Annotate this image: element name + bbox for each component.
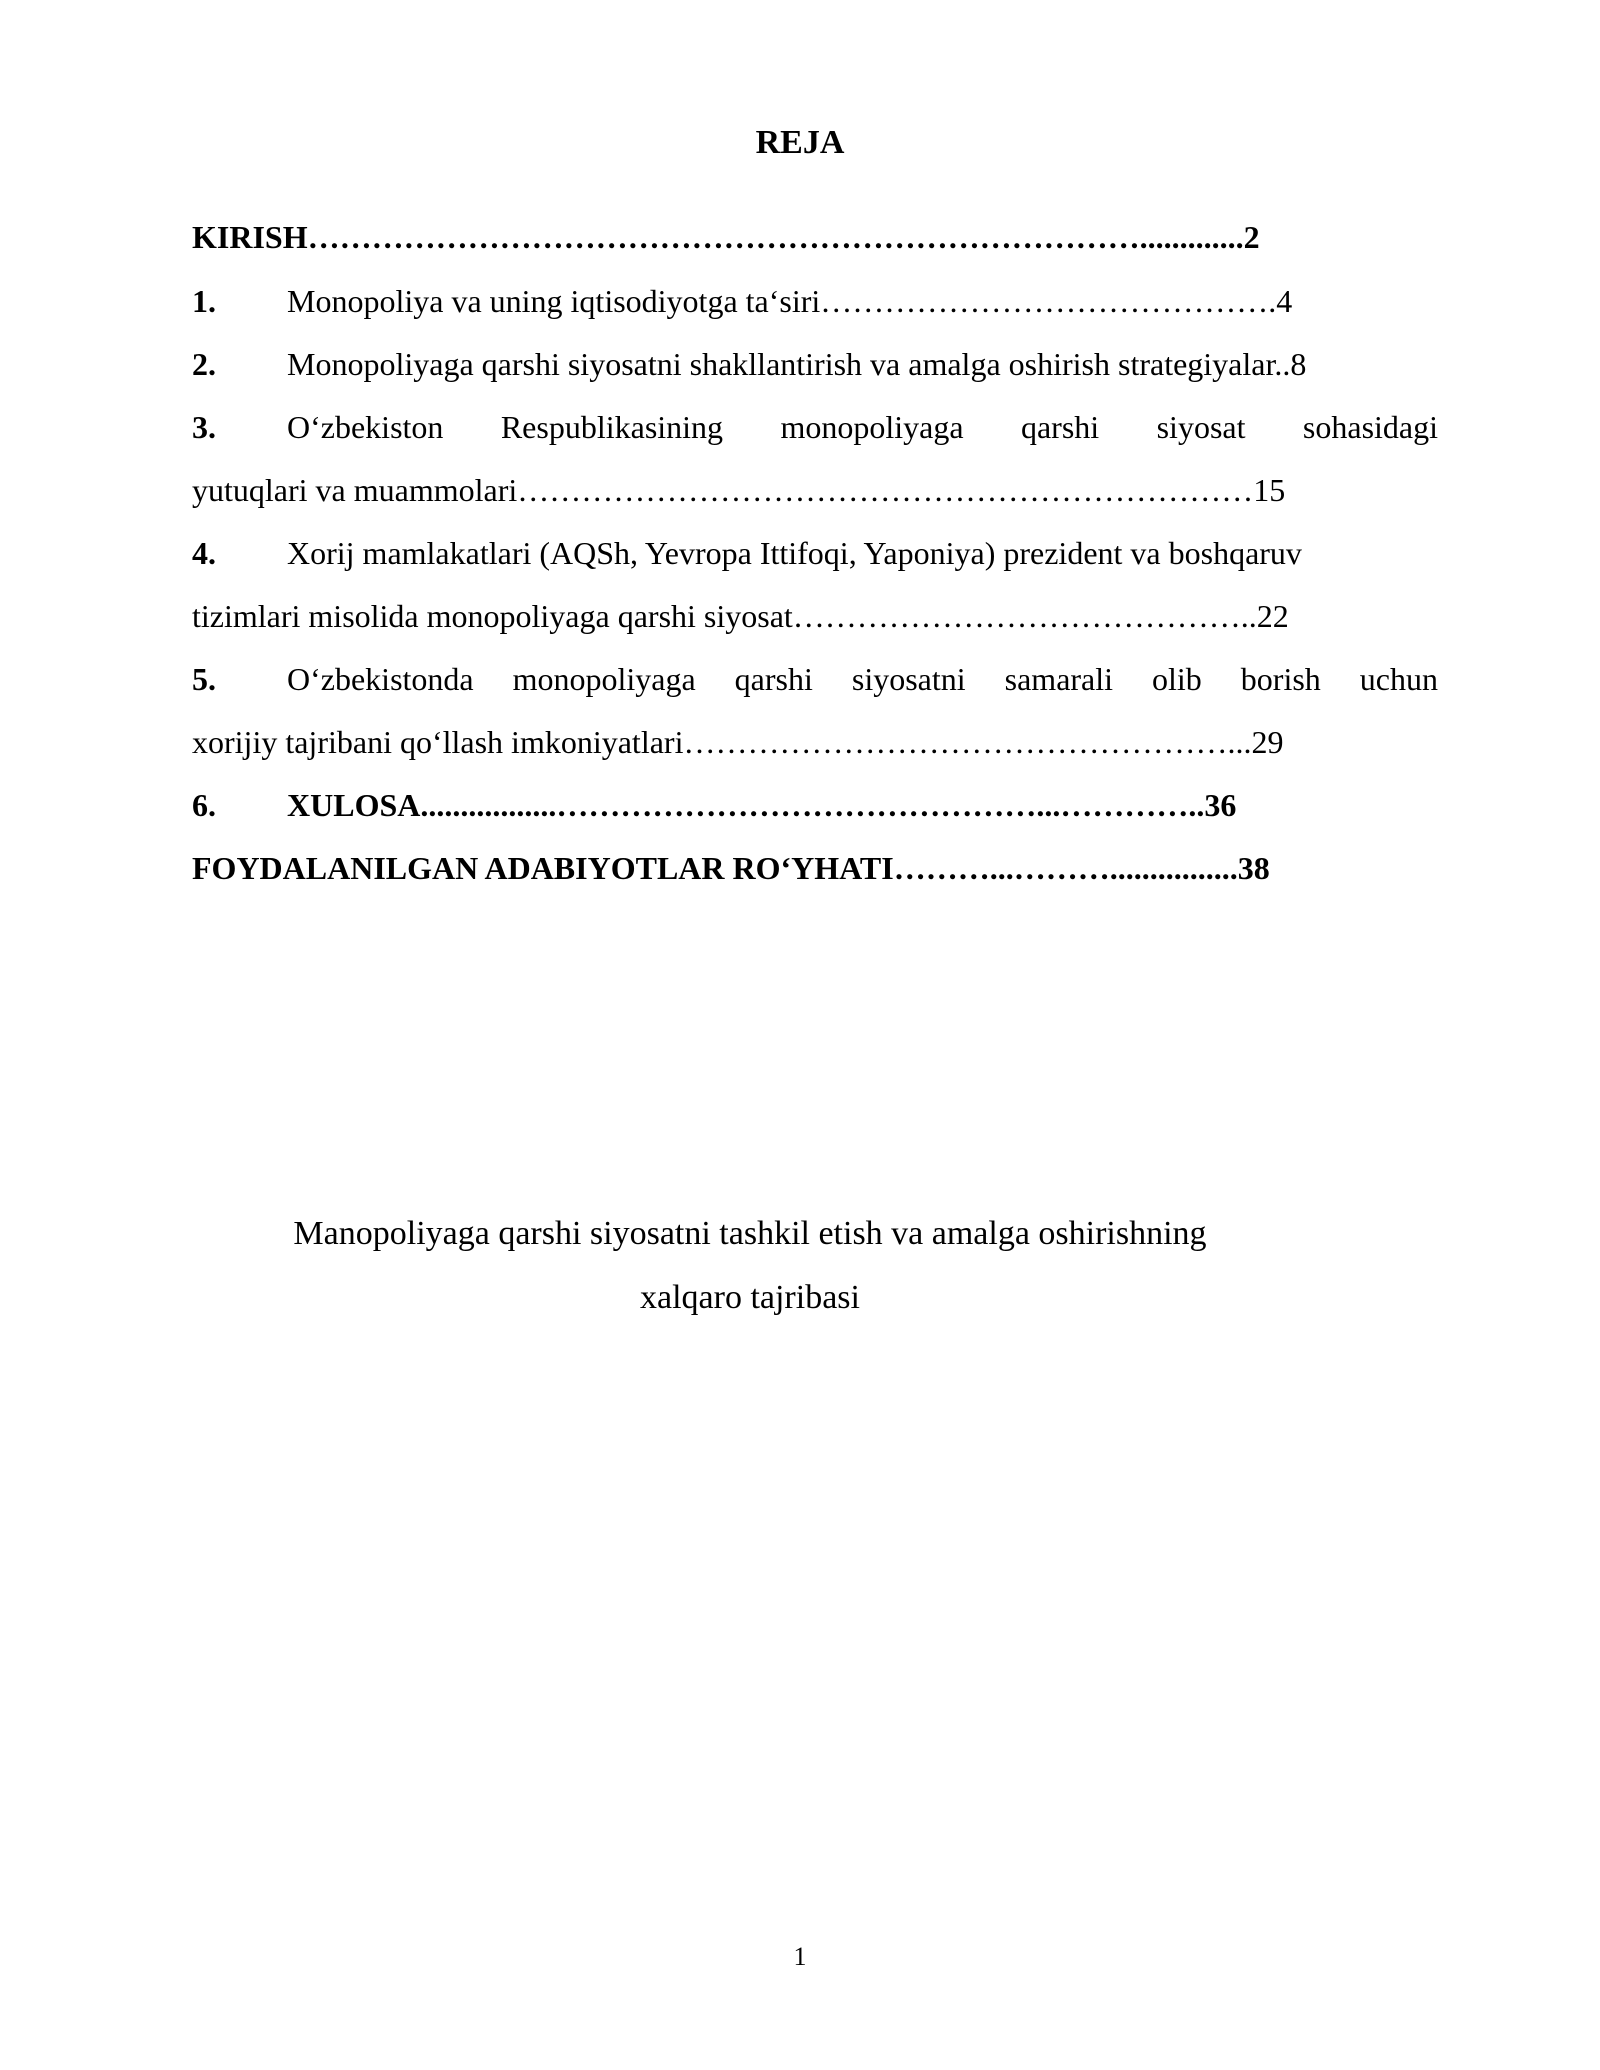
page-heading: REJA xyxy=(755,124,845,161)
toc-intro: KIRISH…………………………………………………………………….............2 xyxy=(192,219,1260,255)
toc-item-2 xyxy=(192,341,1306,387)
toc-item-text: Monopoliyaga qarshi siyosatni shakllantirish va amalga oshirish strategiyalar..8 xyxy=(287,346,1307,382)
page-number: 1 xyxy=(793,1942,807,1971)
toc-item-number: 4. xyxy=(192,535,216,571)
toc-item-5-line1 xyxy=(192,656,1438,702)
toc-item-number: 3. xyxy=(192,409,216,445)
toc-item-1 xyxy=(192,278,1292,324)
toc-item-text: O‘zbekistonda monopoliyaga qarshi siyosatni samarali olib borish uchun xyxy=(287,661,1438,697)
toc-item-text: O‘zbekiston Respublikasining monopoliyaga qarshi siyosat sohasidagi xyxy=(287,409,1438,445)
toc-item-4-line1 xyxy=(192,530,1302,576)
toc-item-number: 5. xyxy=(192,661,216,697)
toc-references: FOYDALANILGAN ADABIYOTLAR RO‘YHATI………...………................38 xyxy=(192,850,1270,886)
toc-item-text: Xorij mamlakatlari (AQSh, Yevropa Ittifoqi, Yaponiya) prezident va boshqaruv xyxy=(287,535,1302,571)
toc-item-6 xyxy=(192,782,1236,828)
toc-item-text: XULOSA.................………………………………………...…………..36 xyxy=(287,787,1237,823)
toc-item-3-line2: yutuqlari va muammolari……………………………………………………………15 xyxy=(192,472,1286,508)
toc-item-4-line2: tizimlari misolida monopoliyaga qarshi siyosat……………………………………..22 xyxy=(192,598,1289,634)
toc-item-number: 6. xyxy=(192,787,216,823)
toc-item-text: Monopoliya va uning iqtisodiyotga ta‘siri…………………………………….4 xyxy=(287,283,1293,319)
toc-item-3-line1 xyxy=(192,404,1438,450)
document-title-line2: xalqaro tajribasi xyxy=(640,1279,860,1316)
toc-item-number: 2. xyxy=(192,346,216,382)
toc-item-number: 1. xyxy=(192,283,216,319)
document-title-line1: Manopoliyaga qarshi siyosatni tashkil etish va amalga oshirishning xyxy=(293,1215,1207,1252)
toc-item-5-line2: xorijiy tajribani qo‘llash imkoniyatlari……………………………………………...29 xyxy=(192,724,1284,760)
document-title xyxy=(0,1202,1600,1330)
